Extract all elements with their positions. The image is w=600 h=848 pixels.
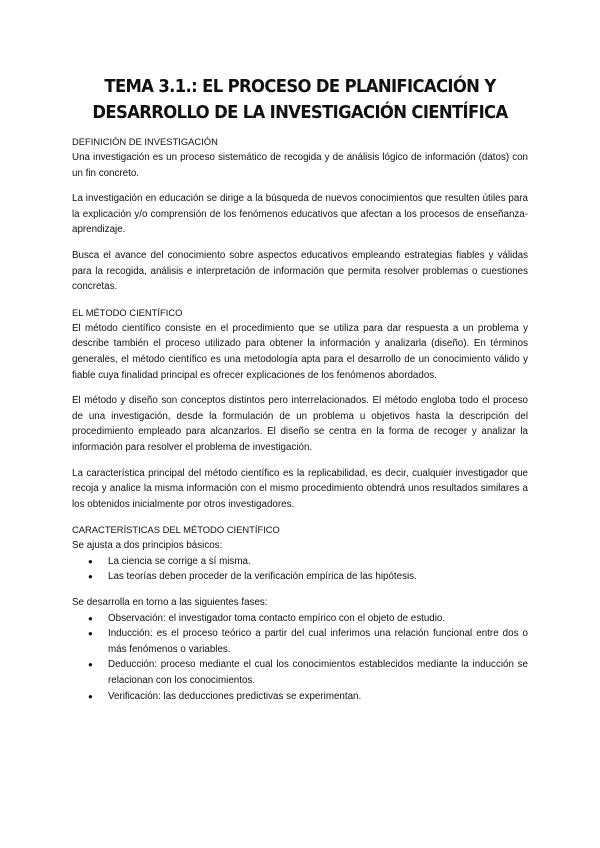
list-item-text: Observación: el investigador toma contacto empírico con el objeto de estudio. [108, 612, 446, 624]
principles-list [72, 554, 528, 585]
section-heading: EL MÉTODO CIENTÍFICO [72, 306, 183, 318]
section-heading: CARACTERÍSTICAS DEL MÉTODO CIENTÍFICO [72, 524, 280, 536]
list-item-text: Inducción: es el proceso teórico a partir del cual inferimos una relación funcional entre dos o más fenómenos o variables. [108, 628, 528, 655]
paragraph: La investigación en educación se dirige a la búsqueda de nuevos conocimientos que resulten útiles para la explicación y/o comprensión de los fenómenos educativos que afectan a los procesos de enseñanza-aprendizaje. [72, 193, 528, 236]
section-definition [72, 134, 528, 295]
paragraph: El método científico consiste en el procedimiento que se utiliza para dar respuesta a un problema y describe también el proceso utilizado para obtener la información y analizarla (diseño). En términos generales, el método científico es una metodología apta para el desarrollo de un conocimiento válido y fiable cuya finalidad principal es ofrecer explicaciones de los fenómenos abordados. [72, 322, 528, 381]
paragraph: La característica principal del método científico es la replicabilidad, es decir, cualquier investigador que recoja y analice la misma información con el mismo procedimiento obtendrá unos resultados similares a los obtenidos inicialmente por otros investigadores. [72, 467, 528, 510]
section-scientific-method [72, 305, 528, 513]
list-item [88, 657, 528, 688]
list-item [88, 611, 528, 627]
intro-text: Se ajusta a dos principios básicos: [72, 540, 223, 552]
bullet-dot-icon: ● [88, 613, 93, 623]
paragraph: Busca el avance del conocimiento sobre aspectos educativos empleando estrategias fiables y válidas para la recogida, análisis e interpretación de información que permita resolver problemas o cuestiones concretas. [72, 249, 528, 293]
page-title: TEMA 3.1.: EL PROCESO DE PLANIFICACIÓN Y DESARROLLO DE LA INVESTIGACIÓN CIENTÍFICA [92, 77, 508, 123]
bullet-dot-icon: ● [88, 691, 93, 701]
paragraph: El método y diseño son conceptos distintos pero interrelacionados. El método engloba todo el proceso de una investigación, desde la formulación de un problema u objetivos hasta la descripción del procedimiento empleado para alcanzarlos. El diseño se centra en la forma de recoger y analizar la información para resolver el problema de investigación. [72, 395, 528, 453]
phases-list [72, 611, 528, 705]
list-item [88, 554, 528, 570]
bullet-dot-icon: ● [88, 556, 93, 566]
section-heading: DEFINICIÓN DE INVESTIGACIÓN [72, 136, 218, 147]
list-item [88, 569, 528, 585]
list-item [88, 689, 528, 705]
list-item [88, 626, 528, 657]
bullet-dot-icon: ● [88, 572, 93, 582]
list-item-text: Verificación: las deducciones predictivas se experimentan. [108, 690, 362, 702]
intro-text: Se desarrolla en torno a las siguientes fases: [72, 597, 268, 609]
list-item-text: La ciencia se corrige a sí misma. [108, 555, 251, 567]
list-item-text: Las teorías deben proceder de la verificación empírica de las hipótesis. [108, 571, 417, 583]
paragraph: Una investigación es un proceso sistemático de recogida y de análisis lógico de información (datos) con un fin concreto. [72, 152, 528, 179]
bullet-dot-icon: ● [88, 660, 93, 670]
list-item-text: Deducción: proceso mediante el cual los conocimientos establecidos mediante la inducción se relacionan con los conocimientos. [108, 659, 528, 687]
bullet-dot-icon: ● [88, 629, 93, 639]
section-characteristics [72, 522, 528, 704]
